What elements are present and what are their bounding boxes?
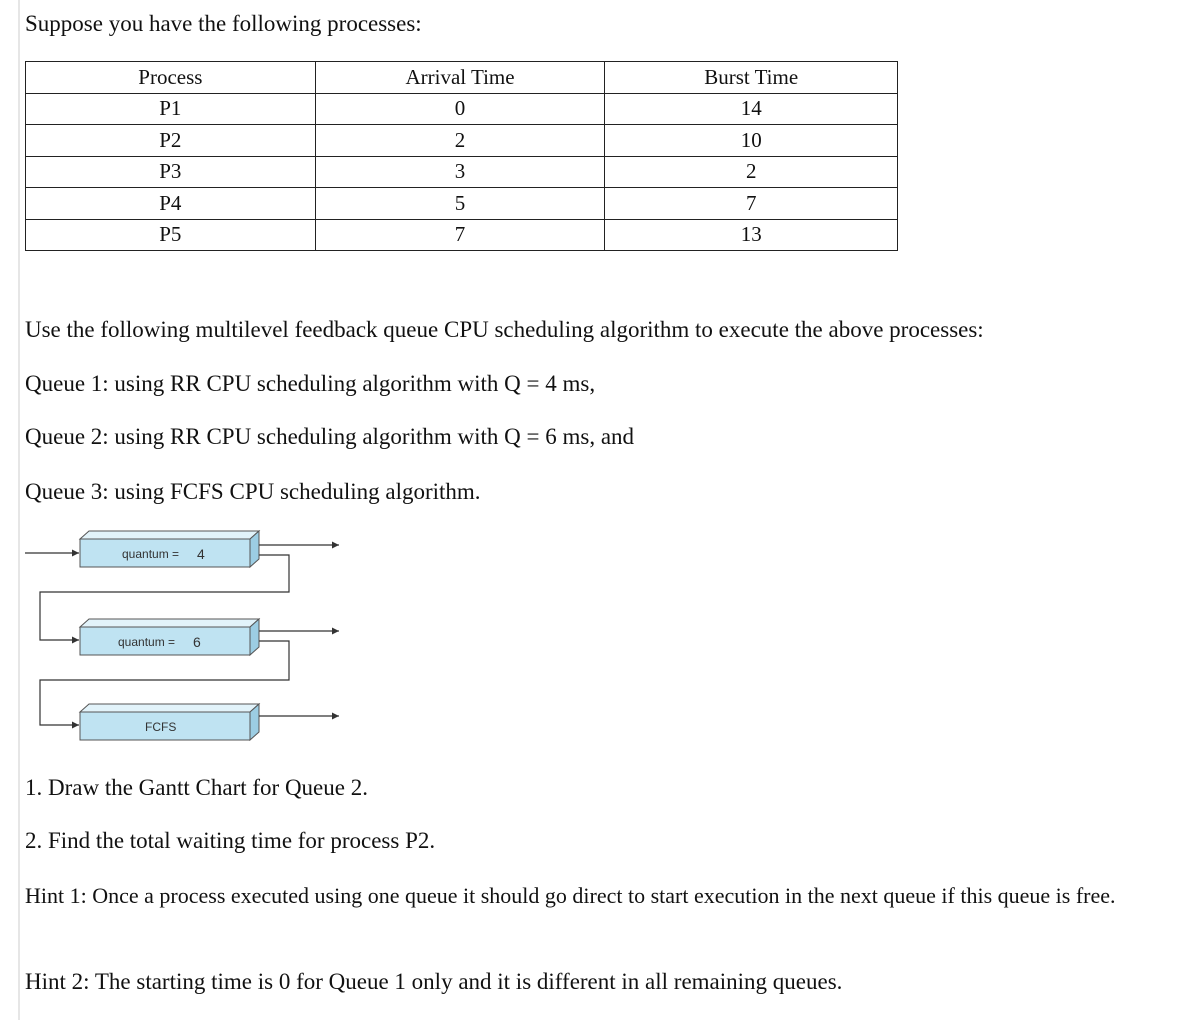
cell-process: P4: [26, 188, 316, 220]
process-table: [25, 61, 898, 251]
hint-2: Hint 2: The starting time is 0 for Queue 1 only and it is different in all remaining queues.: [25, 969, 843, 994]
table-row: [26, 188, 898, 220]
cell-burst: 10: [605, 125, 898, 157]
mlfq-diagram: [25, 525, 345, 750]
queue1-box-top: [80, 531, 259, 539]
cell-arrival: 0: [315, 93, 605, 125]
cell-process: P5: [26, 219, 316, 251]
question-1: 1. Draw the Gantt Chart for Queue 2.: [25, 775, 368, 800]
queue3-box-top: [80, 704, 259, 712]
queue1-value: 4: [197, 546, 205, 562]
instructions-text: Use the following multilevel feedback queue CPU scheduling algorithm to execute the above processes:: [25, 317, 984, 342]
queue2-label: quantum =: [118, 635, 176, 649]
hint-1: Hint 1: Once a process executed using one queue it should go direct to start execution in the next queue if this queue is free.: [25, 883, 1116, 908]
table-row: [26, 93, 898, 125]
cell-burst: 13: [605, 219, 898, 251]
queue2-box: [80, 619, 259, 655]
queue1-box: [80, 531, 259, 567]
queue3-text: Queue 3: using FCFS CPU scheduling algorithm.: [25, 479, 481, 504]
cell-arrival: 7: [315, 219, 605, 251]
cell-arrival: 2: [315, 125, 605, 157]
question-2: 2. Find the total waiting time for process P2.: [25, 828, 436, 853]
left-border: [18, 0, 20, 1020]
header-process: Process: [26, 62, 316, 94]
intro-text: Suppose you have the following processes:: [25, 11, 422, 36]
queue2-text: Queue 2: using RR CPU scheduling algorithm with Q = 6 ms, and: [25, 424, 635, 449]
queue1-label: quantum =: [122, 547, 180, 561]
queue1-text: Queue 1: using RR CPU scheduling algorithm with Q = 4 ms,: [25, 371, 596, 396]
cell-arrival: 3: [315, 156, 605, 188]
table-header-row: [26, 62, 898, 94]
queue3-label: FCFS: [145, 720, 177, 734]
cell-burst: 14: [605, 93, 898, 125]
queue2-box-top: [80, 619, 259, 627]
queue3-box: [80, 704, 259, 740]
queue2-value: 6: [193, 634, 201, 650]
cell-arrival: 5: [315, 188, 605, 220]
header-burst-time: Burst Time: [605, 62, 898, 94]
cell-process: P3: [26, 156, 316, 188]
table-row: [26, 156, 898, 188]
cell-burst: 2: [605, 156, 898, 188]
table-row: [26, 125, 898, 157]
cell-process: P2: [26, 125, 316, 157]
cell-process: P1: [26, 93, 316, 125]
table-row: [26, 219, 898, 251]
cell-burst: 7: [605, 188, 898, 220]
header-arrival-time: Arrival Time: [315, 62, 605, 94]
